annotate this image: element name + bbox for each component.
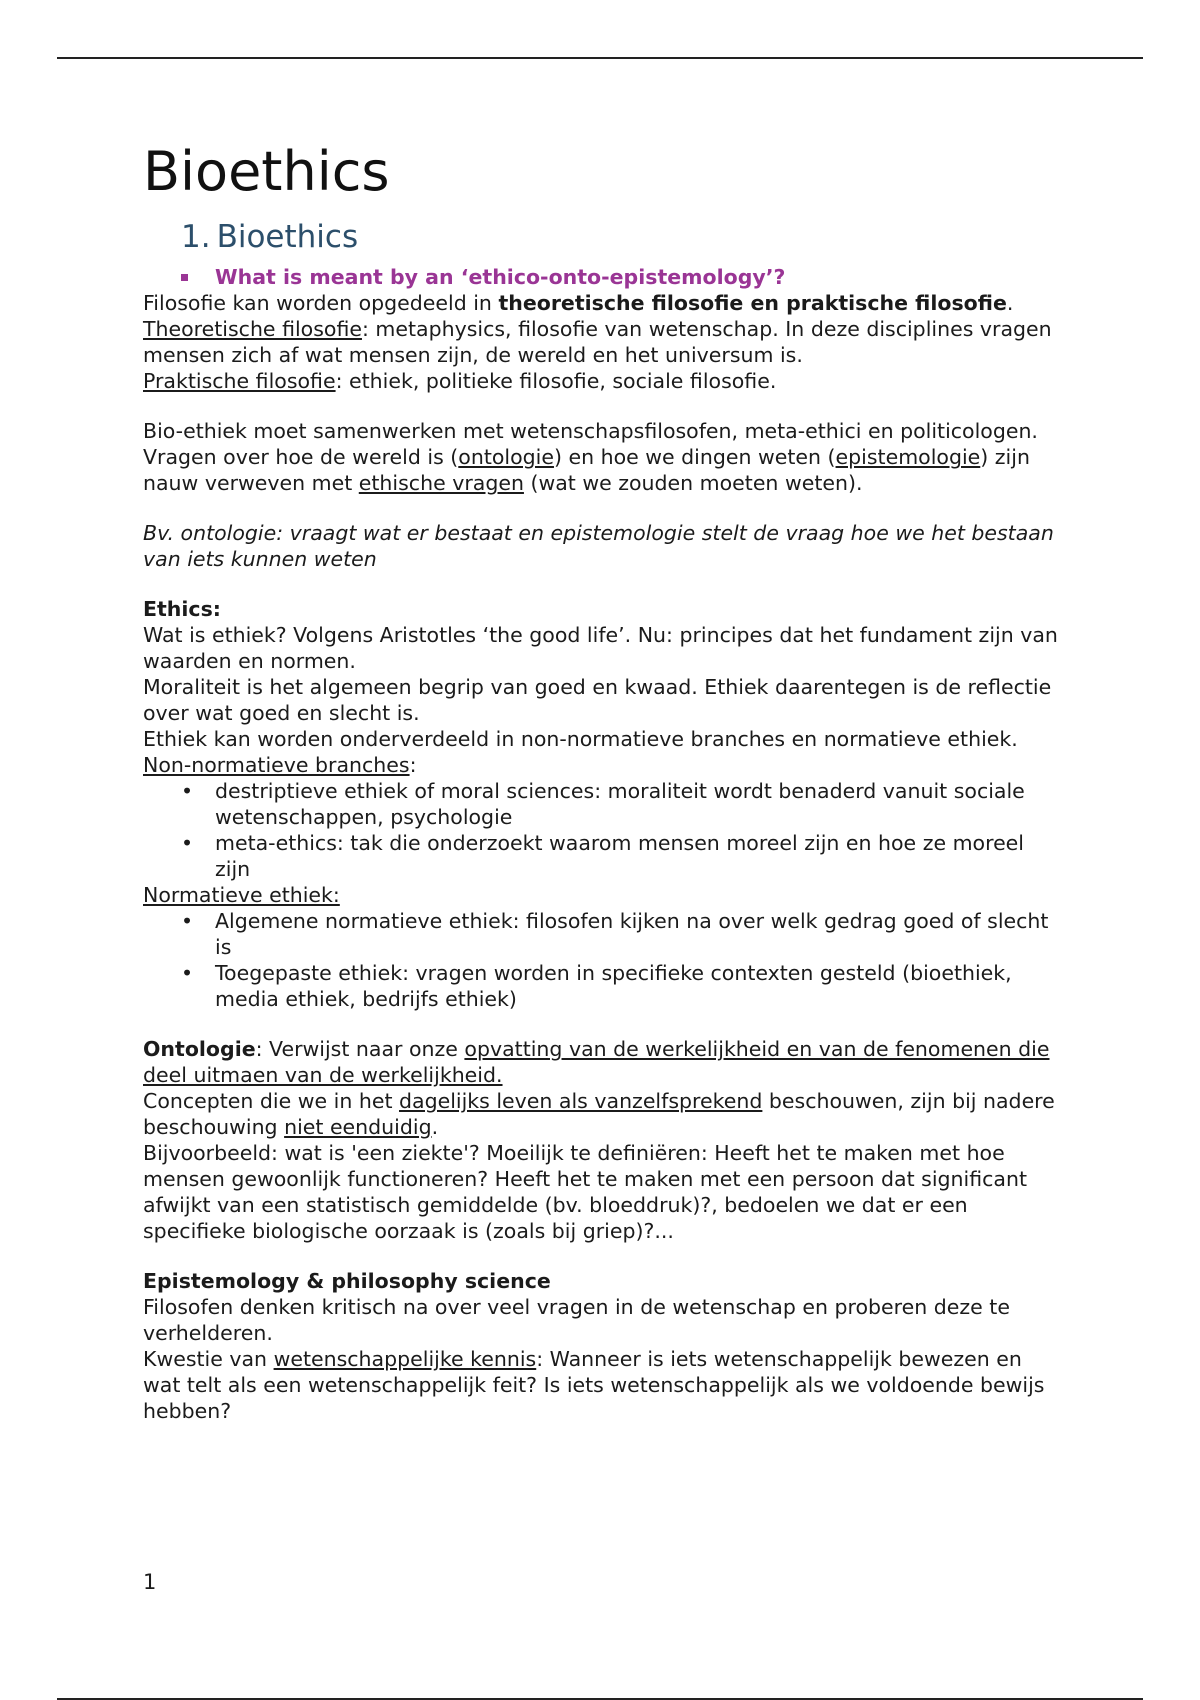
header-rule (57, 57, 1143, 59)
bioethics-paragraph (143, 418, 1063, 496)
theoretical-philosophy (143, 316, 1063, 368)
underlined-term: wetenschappelijke kennis (273, 1347, 537, 1371)
text: Filosofie kan worden opgedeeld in (143, 291, 499, 315)
ethics-line: Ethiek kan worden onderverdeeld in non-normatieve branches en normatieve ethiek. (143, 727, 1018, 751)
bold-text: theoretische filosofie en praktische filosofie (498, 291, 1007, 315)
section-heading (181, 218, 1063, 256)
underlined-term: Praktische filosofie (143, 369, 336, 393)
question-heading (181, 264, 1063, 290)
underlined-term: dagelijks leven als vanzelfsprekend (399, 1089, 763, 1113)
page-number: 1 (143, 1570, 157, 1594)
text: ) en hoe we dingen weten ( (553, 445, 836, 469)
normative-label (143, 882, 1063, 908)
text: . (431, 1115, 439, 1139)
text: (wat we zouden moeten weten). (523, 471, 863, 495)
text: Kwestie van (143, 1347, 274, 1371)
section-number: 1. (181, 219, 211, 255)
underlined-term: epistemologie (835, 445, 981, 469)
epistemology-knowledge (143, 1346, 1063, 1424)
ontology-concepts (143, 1088, 1063, 1140)
section-title: Bioethics (216, 219, 359, 255)
square-bullet-icon (181, 274, 188, 281)
epistemology-line: Filosofen denken kritisch na over veel vragen in de wetenschap en proberen deze te verhelderen. (143, 1295, 1010, 1345)
ontology-example: Bijvoorbeeld: wat is 'een ziekte'? Moeilijk te definiëren: Heeft het te maken met hoe mensen gewoonlijk functioneren? Heeft het te maken met een persoon dat significant afwijkt van een statistisch gemiddelde (bv. bloeddruk)?, bedoelen we dat er een specifieke biologische oorzaak is (zoals bij griep)?... (143, 1141, 1028, 1243)
text: Concepten die we in het (143, 1089, 399, 1113)
text: : metaphysics, filosofie van wetenschap. In deze disciplines vragen mensen zich af wat mensen zijn, de wereld en het universum is. (143, 317, 1052, 367)
list-item: • Algemene normatieve ethiek: filosofen kijken na over welk gedrag goed of slecht is (143, 908, 1063, 960)
practical-philosophy (143, 368, 1063, 394)
nonnormative-label (143, 752, 1063, 778)
document-body (143, 140, 1063, 1424)
document-title: Bioethics (143, 140, 390, 203)
ethics-heading: Ethics: (143, 597, 221, 621)
ethics-line: Wat is ethiek? Volgens Aristotles ‘the good life’. Nu: principes dat het fundament zijn van waarden en normen. (143, 623, 1058, 673)
underlined-term: Normatieve ethiek: (143, 883, 340, 907)
ontology-heading: Ontologie (143, 1037, 256, 1061)
list-item: • destriptieve ethiek of moral sciences: moraliteit wordt benaderd vanuit sociale wetenschappen, psychologie (143, 778, 1063, 830)
list-item: • Toegepaste ethiek: vragen worden in specifieke contexten gesteld (bioethiek, media ethiek, bedrijfs ethiek) (143, 960, 1063, 1012)
epistemology-heading: Epistemology & philosophy science (143, 1269, 551, 1293)
example-paragraph: Bv. ontologie: vraagt wat er bestaat en epistemologie stelt de vraag hoe we het bestaan van iets kunnen weten (143, 521, 1054, 571)
text: beschouwen, zijn bij nadere beschouwing (143, 1089, 1055, 1139)
underlined-term: ethische vragen (358, 471, 524, 495)
underlined-term: opvatting van de werkelijkheid en van de fenomenen die deel uitmaen van de werkelijkheid. (143, 1037, 1050, 1087)
question-text: What is meant by an ‘ethico-onto-epistemology’? (215, 265, 786, 289)
text: ) zijn nauw verweven met (143, 445, 1030, 495)
intro-paragraph (143, 290, 1063, 316)
text: Bio-ethiek moet samenwerken met wetenschapsfilosofen, meta-ethici en politicologen. Vragen over hoe de wereld is ( (143, 419, 1038, 469)
text: : ethiek, politieke filosofie, sociale filosofie. (335, 369, 777, 393)
underlined-term: Non-normatieve branches (143, 753, 410, 777)
nonnormative-list (143, 778, 1063, 882)
ethics-line: Moraliteit is het algemeen begrip van goed en kwaad. Ethiek daarentegen is de reflectie over wat goed en slecht is. (143, 675, 1052, 725)
text: . (1006, 291, 1014, 315)
underlined-term: ontologie (458, 445, 554, 469)
text: : Verwijst naar onze (255, 1037, 465, 1061)
text: : Wanneer is iets wetenschappelijk bewezen en wat telt als een wetenschappelijk feit? Is iets wetenschappelijk als we voldoende bewijs hebben? (143, 1347, 1045, 1423)
underlined-term: niet eenduidig (284, 1115, 432, 1139)
underlined-term: Theoretische filosofie (143, 317, 362, 341)
list-item: • meta-ethics: tak die onderzoekt waarom mensen moreel zijn en hoe ze moreel zijn (143, 830, 1063, 882)
ontology-paragraph (143, 1036, 1063, 1088)
normative-list (143, 908, 1063, 1012)
text: : (409, 753, 417, 777)
